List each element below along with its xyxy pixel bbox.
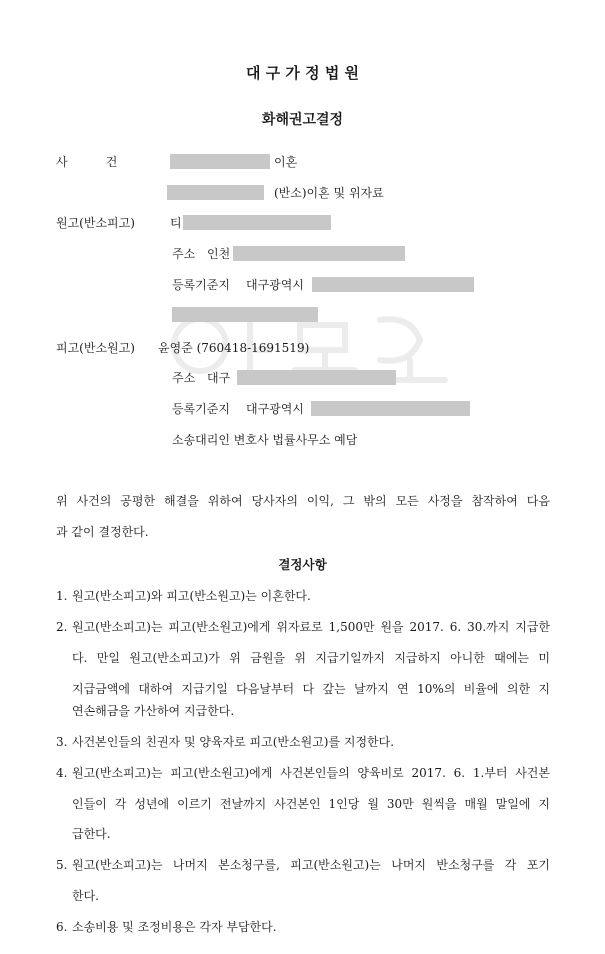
item-text: 지급금액에 대하여 지급기일 다음날부터 다 갚는 날까지 연 10%의 비율에 의한 지 [72, 682, 550, 696]
defendant-name: 윤영준 (760418-1691519) [158, 341, 310, 355]
item-number: 3. [56, 735, 68, 749]
item-text: 사건본인들의 친권자 및 양육자로 피고(반소원고)를 지정한다. [72, 735, 395, 749]
court-name: 대 구 가 정 법 원 [245, 64, 360, 82]
counter-case-type: (반소)이혼 및 위자료 [274, 186, 384, 200]
preamble-line: 위 사건의 공평한 해결을 위하여 당사자의 이익, 그 밖의 모든 사정을 참작하여 다음 [56, 494, 550, 508]
plaintiff-label: 원고(반소피고) [56, 216, 135, 230]
redacted-defendant-address [237, 370, 396, 385]
item-text: 원고(반소피고)는 피고(반소원고)에게 위자료로 1,500만 원을 2017. 6. 30.까지 지급한 [72, 620, 550, 634]
item-text: 인들이 각 성년에 이르기 전날까지 사건본인 1인당 월 30만 원씩을 매월 말일에 지 [72, 797, 550, 811]
case-type: 이혼 [274, 155, 298, 169]
plaintiff-name-prefix: 티 [170, 216, 182, 230]
item-text: 원고(반소피고)는 나머지 본소청구를, 피고(반소원고)는 나머지 반소청구를 각 포기 [72, 858, 550, 872]
item-number: 6. [56, 920, 68, 934]
preamble-line: 과 같이 결정한다. [56, 525, 149, 539]
redacted-plaintiff-registry [312, 277, 474, 292]
section-title: 결정사항 [278, 557, 327, 572]
redacted-plaintiff-registry-continued [172, 307, 318, 322]
case-label: 사 건 [56, 155, 118, 169]
plaintiff-registry-label: 등록기준지 [172, 278, 230, 292]
redacted-counter-case-number [167, 185, 264, 200]
defendant-label: 피고(반소원고) [56, 341, 135, 355]
item-text: 다. 만일 원고(반소피고)가 위 금원을 위 지급기일까지 지급하지 아니한 때에는 미 [72, 651, 550, 665]
item-text: 원고(반소피고)와 피고(반소원고)는 이혼한다. [72, 589, 311, 603]
redacted-plaintiff-name [183, 215, 331, 230]
item-text: 한다. [72, 889, 99, 903]
item-text: 원고(반소피고)는 피고(반소원고)에게 사건본인들의 양육비로 2017. 6. 1.부터 사건본 [72, 766, 550, 780]
item-text: 급한다. [72, 827, 111, 841]
redacted-case-number [170, 154, 270, 169]
document-title: 화해권고결정 [261, 112, 344, 128]
defendant-address-label: 주소 [172, 371, 196, 385]
redacted-plaintiff-address [233, 246, 405, 261]
plaintiff-address-label: 주소 [172, 247, 196, 261]
item-text: 연손해금을 가산하여 지급한다. [72, 704, 235, 718]
plaintiff-registry-prefix: 대구광역시 [246, 278, 304, 292]
item-number: 4. [56, 766, 68, 780]
plaintiff-address-prefix: 인천 [207, 247, 231, 261]
defendant-address-prefix: 대구 [207, 371, 231, 385]
redacted-defendant-registry [311, 401, 470, 416]
item-number: 2. [56, 620, 68, 634]
defendant-counsel: 소송대리인 변호사 법률사무소 예담 [172, 433, 358, 447]
item-text: 소송비용 및 조정비용은 각자 부담한다. [72, 920, 277, 934]
defendant-registry-label: 등록기준지 [172, 402, 230, 416]
item-number: 1. [56, 589, 68, 603]
item-number: 5. [56, 858, 68, 872]
defendant-registry-prefix: 대구광역시 [246, 402, 304, 416]
